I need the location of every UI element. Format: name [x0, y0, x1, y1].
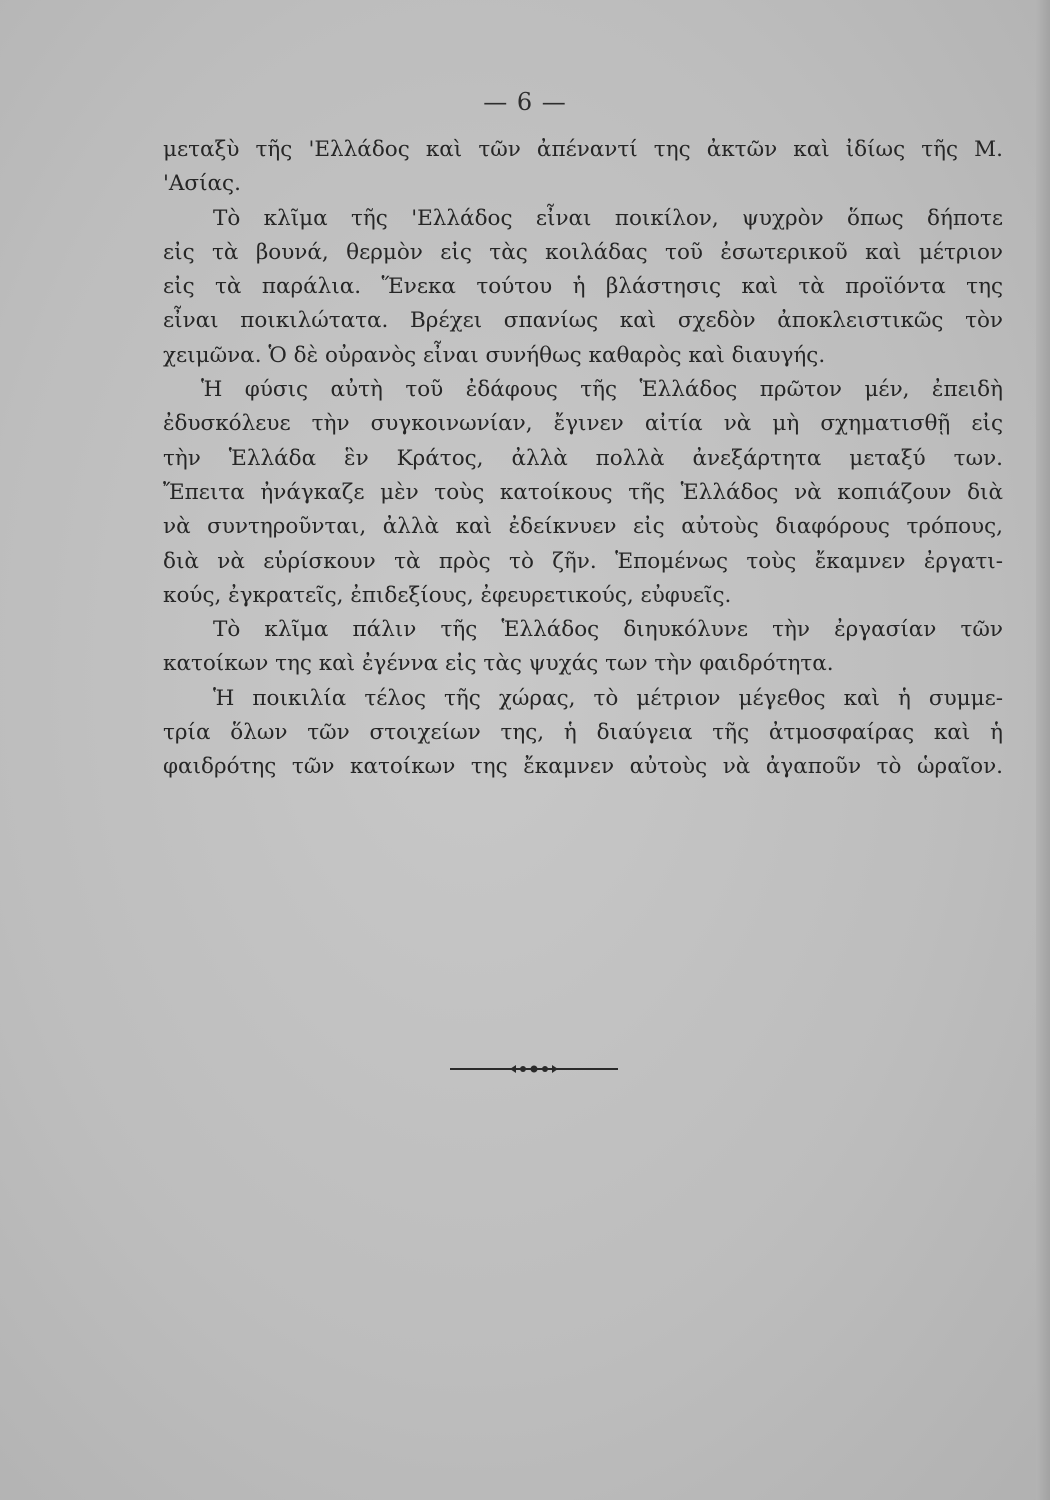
text-line: χειμῶνα. Ὁ δὲ οὐρανὸς εἶναι συνήθως καθαρὸς καὶ διαυγής. [163, 342, 826, 368]
text-line: εἰς τὰ βουνά, θερμὸν εἰς τὰς κοιλάδας τοῦ ἐσωτερικοῦ καὶ μέτριον [163, 239, 1003, 265]
text-line: κούς, ἐγκρατεῖς, ἐπιδεξίους, ἐφευρετικούς, εὐφυεῖς. [163, 582, 732, 608]
text-line: κατοίκων της καὶ ἐγέννα εἰς τὰς ψυχάς των τὴν φαιδρότητα. [163, 651, 834, 677]
paragraph-start-line: Ἡ ποικιλία τέλος τῆς χώρας, τὸ μέτριον μέγεθος καὶ ἡ συμμε- [213, 685, 1003, 711]
text-line: εἶναι ποικιλώτατα. Βρέχει σπανίως καὶ σχεδὸν ἀποκλειστικῶς τὸν [163, 308, 1003, 334]
paragraph-start-line: Τὸ κλῖμα πάλιν τῆς Ἑλλάδος διηυκόλυνε τὴν ἐργασίαν τῶν [213, 617, 1003, 643]
text-line: Ἔπειτα ἠνάγκαζε μὲν τοὺς κατοίκους τῆς Ἑλλάδος νὰ κοπιάζουν διὰ [163, 479, 1003, 505]
text-line: νὰ συντηροῦνται, ἀλλὰ καὶ ἐδείκνυεν εἰς αὐτοὺς διαφόρους τρόπους, [163, 514, 1003, 540]
text-line: μεταξὺ τῆς 'Ελλάδος καὶ τῶν ἀπέναντί της ἀκτῶν καὶ ἰδίως τῆς Μ. [163, 137, 1003, 162]
page-edge-shadow [1036, 0, 1050, 1500]
page-number: — 6 — [483, 88, 567, 116]
text-line: τὴν Ἑλλάδα ἓν Κράτος, ἀλλὰ πολλὰ ἀνεξάρτητα μεταξύ των. [163, 445, 1003, 471]
paragraph-start-line: Ἡ φύσις αὐτὴ τοῦ ἐδάφους τῆς Ἑλλάδος πρῶτον μέν, ἐπειδὴ [201, 377, 1003, 403]
text-line: τρία ὅλων τῶν στοιχείων της, ἡ διαύγεια τῆς ἀτμοσφαίρας καὶ ἡ [163, 720, 1003, 746]
text-line: διὰ νὰ εὑρίσκουν τὰ πρὸς τὸ ζῆν. Ἑπομένως τοὺς ἔκαμνεν ἐργατι- [163, 548, 1003, 574]
text-line: 'Ασίας. [163, 171, 241, 197]
text-line: φαιδρότης τῶν κατοίκων της ἔκαμνεν αὐτοὺς νὰ ἀγαποῦν τὸ ὡραῖον. [163, 754, 1003, 780]
end-ornament-icon [450, 1058, 618, 1080]
body-text [163, 133, 1003, 785]
paragraph-start-line: Τὸ κλῖμα τῆς 'Ελλάδος εἶναι ποικίλον, ψυχρὸν ὅπως δήποτε [213, 205, 1003, 231]
text-line: εἰς τὰ παράλια. Ἕνεκα τούτου ἡ βλάστησις καὶ τὰ προϊόντα της [163, 274, 1003, 300]
text-line: ἐδυσκόλευε τὴν συγκοινωνίαν, ἔγινεν αἰτία νὰ μὴ σχηματισθῇ εἰς [163, 411, 1003, 437]
